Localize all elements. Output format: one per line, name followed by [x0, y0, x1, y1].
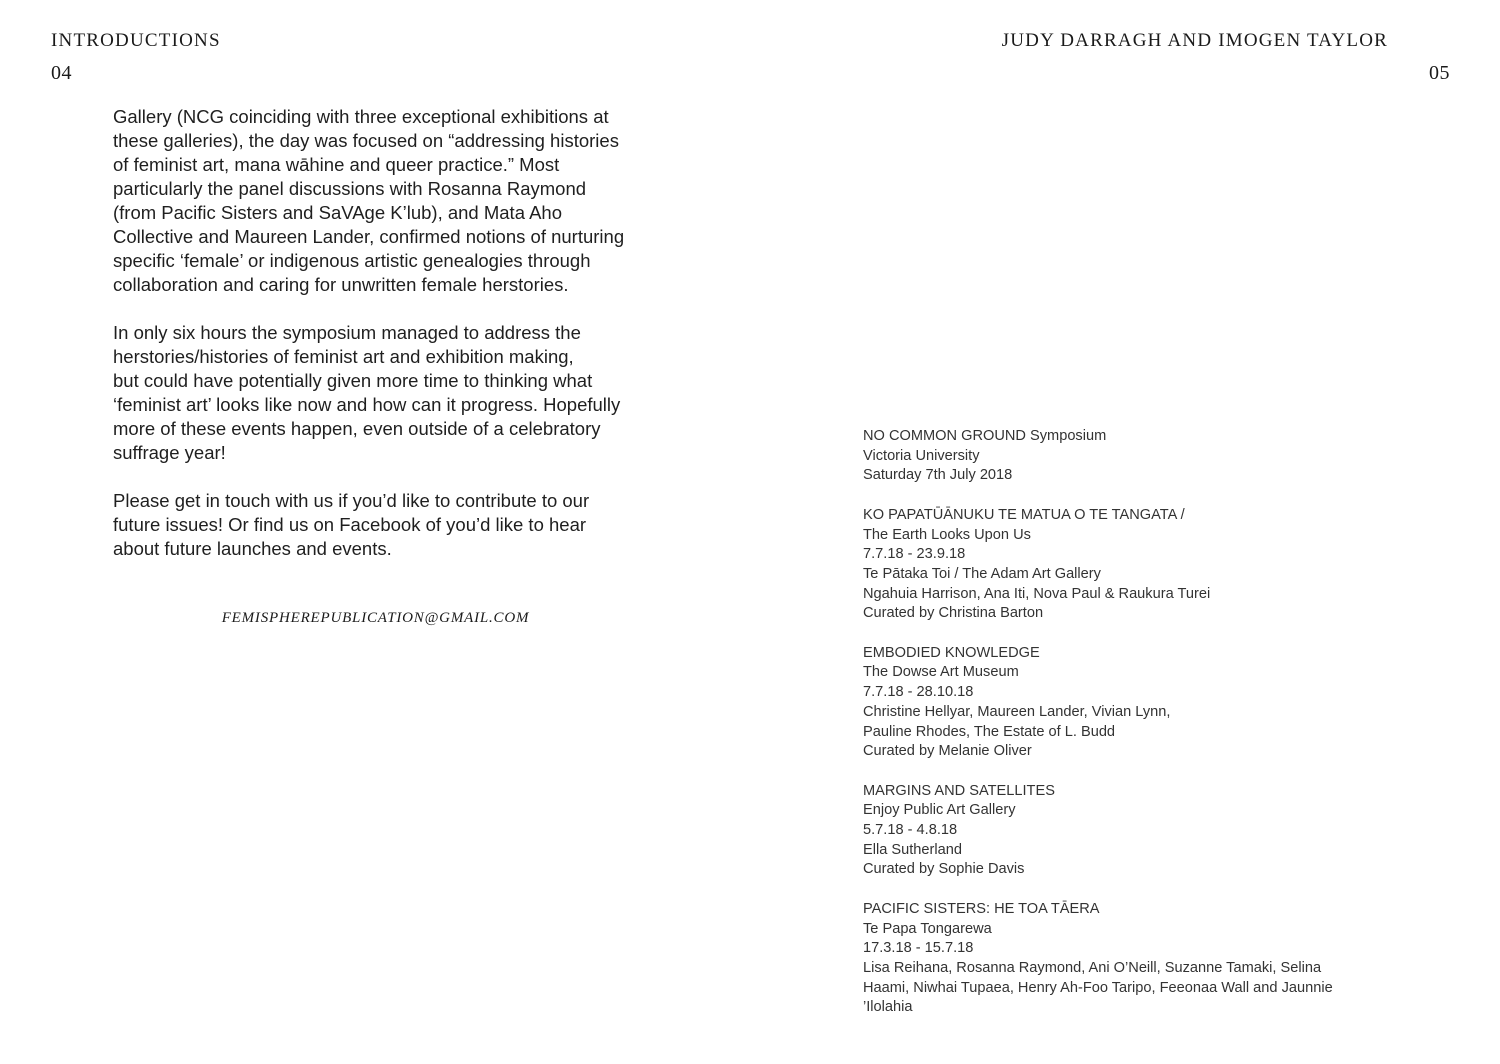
listing-artists: Ngahuia Harrison, Ana Iti, Nova Paul & Raukura Turei	[863, 585, 1211, 602]
listing-title: EMBODIED KNOWLEDGE	[863, 644, 1040, 661]
listing-title: PACIFIC SISTERS: HE TOA TĀERA	[863, 900, 1100, 917]
paragraph: Gallery (NCG coinciding with three exceptional exhibitions at these galleries), the day was focused on “addressing histories of feminist art, mana wāhine and queer practice.” Most particularly the panel discussions with Rosanna Raymond (from Pacific Sisters and SaVAge K’lub), and Mata Aho Collective and Maureen Lander, confirmed notions of nurturing specific ‘female’ or indigenous artistic genealogies through collaboration and caring for unwritten female herstories.	[113, 106, 625, 295]
listing-curator: Curated by Sophie Davis	[863, 861, 1025, 878]
listing-artists: Haami, Niwhai Tupaea, Henry Ah-Foo Taripo, Feeonaa Wall and Jaunnie	[863, 979, 1333, 996]
contact-email[interactable]: FEMISPHEREPUBLICATION@GMAIL.COM	[221, 610, 530, 626]
listing-venue: Te Papa Tongarewa	[863, 920, 992, 937]
listing-artists: Christine Hellyar, Maureen Lander, Vivian Lynn,	[863, 703, 1171, 720]
listing-date: 17.3.18 - 15.7.18	[863, 940, 974, 957]
listing-venue: Victoria University	[863, 447, 980, 464]
listing-venue: Te Pātaka Toi / The Adam Art Gallery	[863, 565, 1101, 582]
listing-entry	[863, 782, 1423, 881]
listing-curator: Curated by Christina Barton	[863, 605, 1044, 622]
paragraph: In only six hours the symposium managed to address the herstories/histories of feminist art and exhibition making, but could have potentially given more time to thinking what ‘feminist art’ looks like now and how can it progress. Hopefully more of these events happen, even outside of a celebratory suffrage year!	[113, 322, 621, 463]
listing-entry	[863, 506, 1423, 624]
running-header-left: INTRODUCTIONS	[51, 30, 221, 51]
paragraph: Please get in touch with us if you’d like to contribute to our future issues! Or find us on Facebook of you’d like to hear about future launches and events.	[113, 490, 590, 559]
listing-venue: Enjoy Public Art Gallery	[863, 802, 1016, 819]
listing-date: 7.7.18 - 23.9.18	[863, 546, 966, 563]
listing-title: KO PAPATŪĀNUKU TE MATUA O TE TANGATA /	[863, 506, 1185, 523]
listing-entry	[863, 644, 1423, 762]
listing-artists: Lisa Reihana, Rosanna Raymond, Ani O’Neill, Suzanne Tamaki, Selina	[863, 959, 1322, 976]
listing-venue: The Dowse Art Museum	[863, 664, 1019, 681]
body-text	[113, 105, 673, 585]
listing-subtitle: The Earth Looks Upon Us	[863, 526, 1031, 543]
listing-artists: Pauline Rhodes, The Estate of L. Budd	[863, 723, 1116, 740]
listing-curator: Curated by Melanie Oliver	[863, 743, 1032, 760]
listing-entry	[863, 900, 1423, 1018]
listing-title: MARGINS AND SATELLITES	[863, 782, 1055, 799]
exhibition-listings	[863, 427, 1423, 1038]
listing-artists: Ella Sutherland	[863, 841, 962, 858]
page-number-right: 05	[1429, 62, 1450, 84]
listing-title: NO COMMON GROUND Symposium	[863, 428, 1107, 444]
listing-date: Saturday 7th July 2018	[863, 467, 1013, 484]
listing-entry	[863, 427, 1423, 486]
running-header-right: JUDY DARRAGH AND IMOGEN TAYLOR	[1001, 30, 1388, 51]
listing-artists: ’Ilolahia	[863, 999, 913, 1016]
listing-date: 7.7.18 - 28.10.18	[863, 684, 974, 701]
page-number-left: 04	[51, 62, 72, 84]
listing-date: 5.7.18 - 4.8.18	[863, 822, 958, 839]
